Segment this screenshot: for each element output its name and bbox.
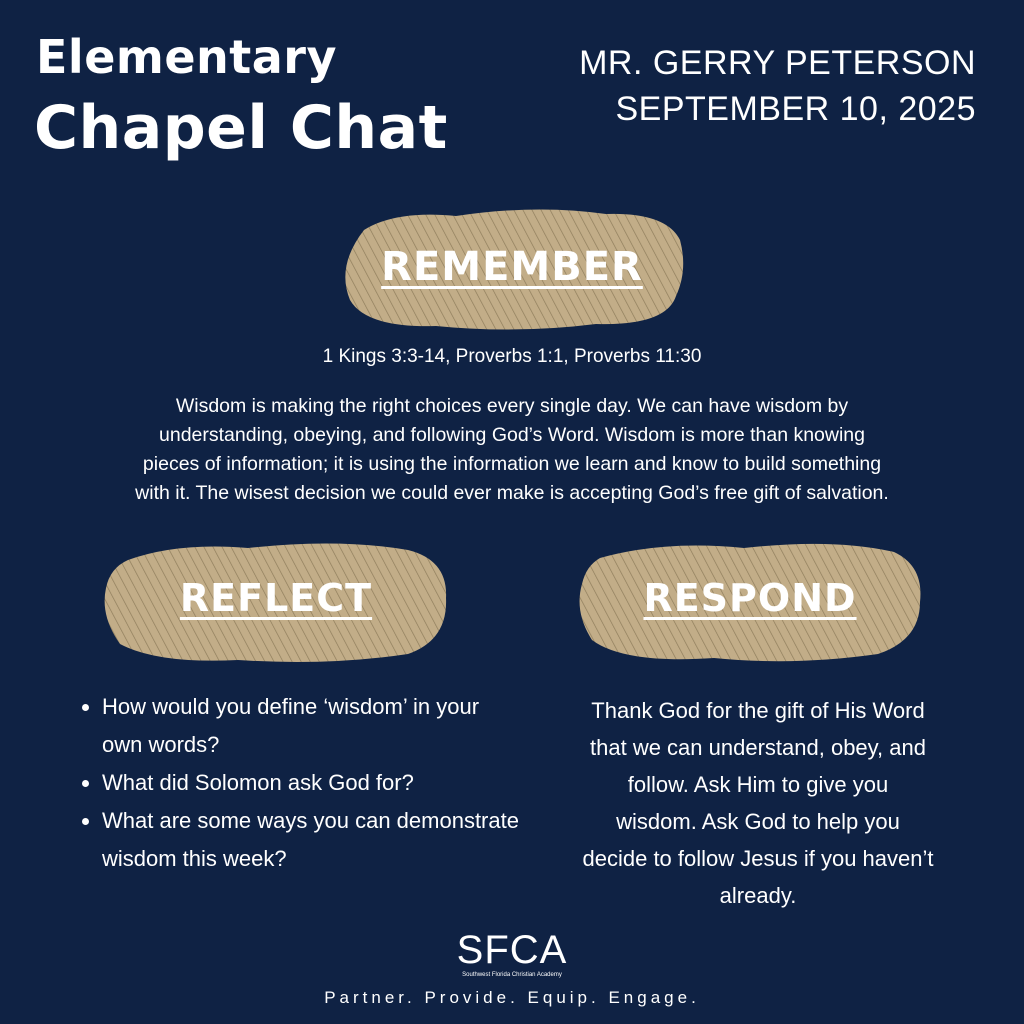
remember-line: Wisdom is making the right choices every single day. We can have wisdom by: [175, 395, 849, 417]
reflect-heading: REFLECT: [179, 576, 373, 620]
presenter-block: [516, 40, 976, 132]
respond-line: that we can understand, obey, and: [590, 735, 926, 760]
remember-line: with it. The wisest decision we could ever make is accepting God’s free gift of salvation.: [135, 482, 889, 504]
remember-banner: [336, 200, 688, 338]
respond-line: decide to follow Jesus if you haven’t: [582, 846, 934, 871]
reflect-question: • What are some ways you can demonstrate wisdom this week?: [102, 802, 522, 878]
logo-text: SFCA: [456, 928, 568, 972]
remember-line: understanding, obeying, and following God’s Word. Wisdom is more than knowing: [159, 424, 865, 446]
respond-text: [556, 692, 960, 914]
reflect-question: • How would you define ‘wisdom’ in your own words?: [102, 688, 522, 764]
logo-subtitle: Southwest Florida Christian Academy: [462, 972, 562, 978]
reflect-banner: [98, 536, 454, 668]
respond-line: already.: [719, 883, 797, 908]
scripture-references: 1 Kings 3:3-14, Proverbs 1:1, Proverbs 11:30: [322, 346, 702, 367]
remember-line: pieces of information; it is using the information we learn and know to build something: [142, 453, 882, 475]
title-line-2: Chapel Chat: [34, 93, 448, 163]
sfca-logo: [0, 930, 1024, 978]
respond-banner: [574, 536, 926, 668]
title-line-1: Elementary: [36, 30, 337, 84]
presenter-name: MR. GERRY PETERSON: [579, 44, 976, 82]
presentation-date: SEPTEMBER 10, 2025: [615, 90, 976, 128]
respond-line: Thank God for the gift of His Word: [591, 698, 925, 723]
remember-paragraph: [70, 392, 954, 508]
respond-heading: RESPOND: [643, 576, 857, 620]
reflect-questions: [78, 688, 522, 878]
remember-heading: REMEMBER: [381, 244, 643, 290]
reflect-question: • What did Solomon ask God for?: [102, 764, 522, 802]
tagline: Partner. Provide. Equip. Engage.: [324, 988, 700, 1007]
respond-line: follow. Ask Him to give you: [627, 772, 889, 797]
respond-line: wisdom. Ask God to help you: [616, 809, 900, 834]
